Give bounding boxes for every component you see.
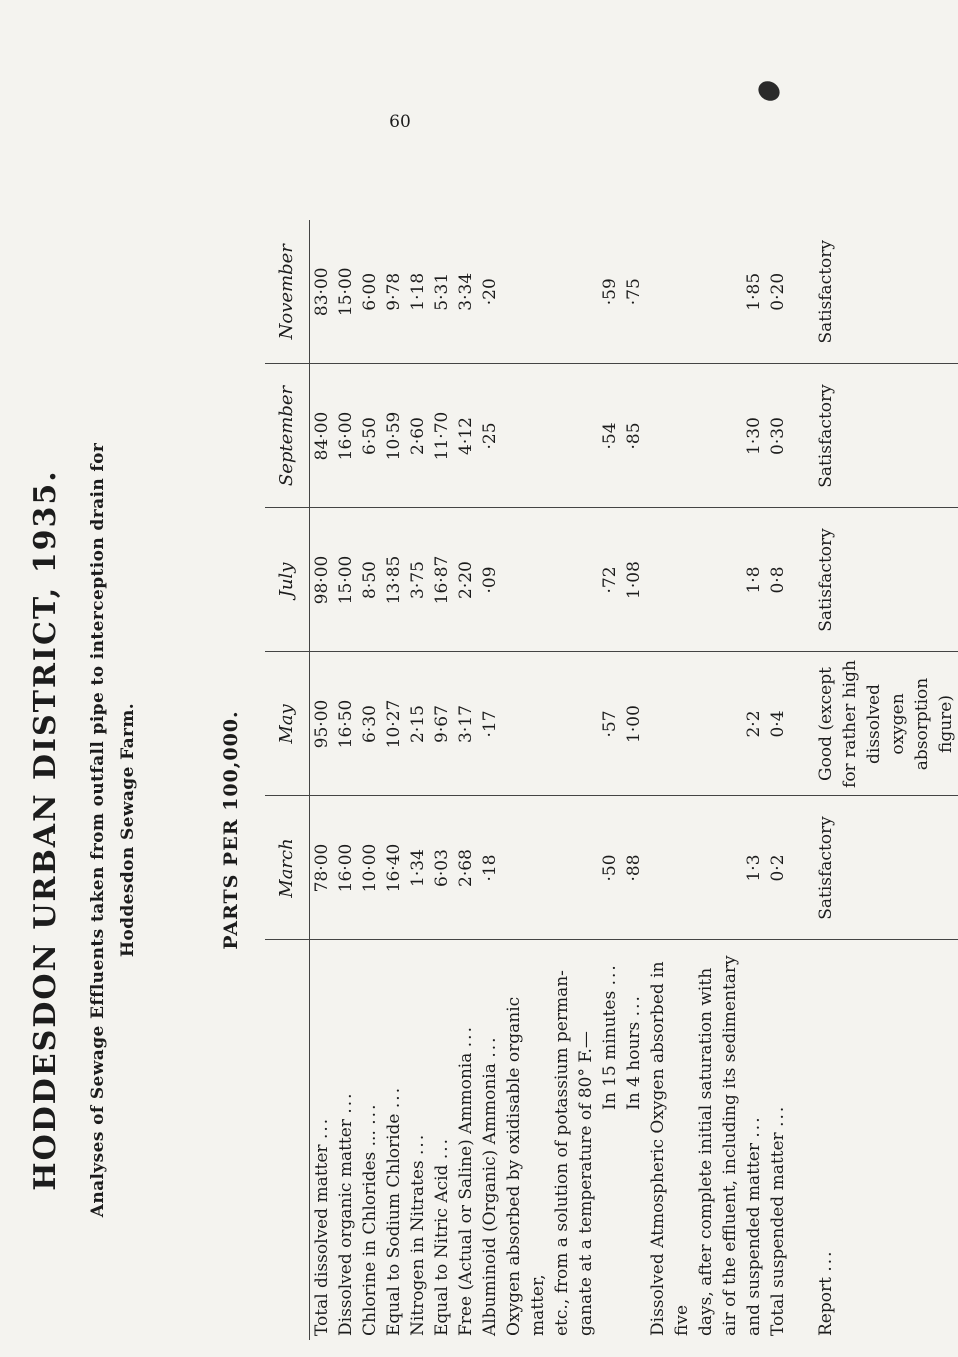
row-label bbox=[574, 940, 598, 1340]
row-label bbox=[382, 940, 406, 1340]
report-value-march: Satisfactory bbox=[814, 796, 958, 940]
table-row bbox=[598, 220, 622, 1340]
table-row bbox=[382, 220, 406, 1340]
value-may bbox=[694, 652, 718, 796]
value-may: 16·50 bbox=[334, 652, 358, 796]
leader-dots: ... bbox=[312, 1116, 332, 1140]
value-march: 6·03 bbox=[430, 796, 454, 940]
table-row bbox=[334, 220, 358, 1340]
value-september: 84·00 bbox=[310, 364, 335, 508]
value-march: 1·34 bbox=[406, 796, 430, 940]
value-march: 10·00 bbox=[358, 796, 382, 940]
row-label-text: Total suspended matter bbox=[768, 1132, 788, 1336]
value-september: 1·30 bbox=[742, 364, 766, 508]
row-label-text: ganate at a temperature of 80° F.— bbox=[576, 1031, 596, 1336]
value-march bbox=[574, 796, 598, 940]
leader-dots: ... bbox=[480, 1035, 500, 1058]
value-november: 6·00 bbox=[358, 220, 382, 364]
row-label-text: air of the effluent, including its sedimentary bbox=[720, 955, 740, 1336]
row-label-text: and suspended matter bbox=[744, 1143, 764, 1336]
leader-dots: ... bbox=[624, 994, 644, 1017]
document-subtitle-line-2: Hoddesdon Sewage Farm. bbox=[118, 702, 138, 958]
row-label bbox=[334, 940, 358, 1340]
leader-dots: ... bbox=[384, 1085, 404, 1109]
value-november bbox=[646, 220, 694, 364]
leader-dots: ... bbox=[360, 1102, 380, 1125]
report-label-text: Report bbox=[816, 1277, 836, 1336]
value-march bbox=[550, 796, 574, 940]
row-label bbox=[406, 940, 430, 1340]
value-march bbox=[646, 796, 694, 940]
value-may: 0·4 bbox=[766, 652, 790, 796]
value-july: 13·85 bbox=[382, 508, 406, 652]
month-header-march: March bbox=[265, 796, 310, 940]
value-july: 16·87 bbox=[430, 508, 454, 652]
spacer-row bbox=[790, 220, 814, 1340]
value-may bbox=[646, 652, 694, 796]
analysis-table bbox=[265, 220, 958, 1340]
row-label bbox=[766, 940, 790, 1340]
spacer-cell bbox=[790, 796, 814, 940]
row-label bbox=[718, 940, 742, 1340]
leader-dots: ... bbox=[456, 1025, 476, 1048]
value-november bbox=[694, 220, 718, 364]
row-label bbox=[478, 940, 502, 1340]
row-label bbox=[622, 940, 646, 1340]
value-july bbox=[718, 508, 742, 652]
leader-dots: ... bbox=[600, 963, 620, 986]
table-row bbox=[574, 220, 598, 1340]
month-header-september: September bbox=[265, 364, 310, 508]
value-november bbox=[718, 220, 742, 364]
leader-dots: ... bbox=[744, 1115, 764, 1138]
value-march: 16·00 bbox=[334, 796, 358, 940]
value-november: 15·00 bbox=[334, 220, 358, 364]
units-heading: PARTS PER 100,000. bbox=[220, 710, 242, 950]
value-september bbox=[574, 364, 598, 508]
value-november: 83·00 bbox=[310, 220, 335, 364]
table-row bbox=[766, 220, 790, 1340]
spacer-cell bbox=[790, 940, 814, 1340]
value-may: ·57 bbox=[598, 652, 622, 796]
report-value-may: Good (except for rather high dissolved oxygen absorption figure) bbox=[814, 652, 958, 796]
rotated-page-content bbox=[20, 20, 956, 1340]
table-row bbox=[694, 220, 718, 1340]
row-label-text: Nitrogen in Nitrates bbox=[408, 1160, 428, 1336]
row-label bbox=[742, 940, 766, 1340]
value-may: 95·00 bbox=[310, 652, 335, 796]
value-november: ·20 bbox=[478, 220, 502, 364]
spacer-cell bbox=[790, 652, 814, 796]
value-may: 2·15 bbox=[406, 652, 430, 796]
row-label-text: days, after complete initial saturation with bbox=[696, 967, 716, 1336]
value-march: ·50 bbox=[598, 796, 622, 940]
leader-dots: ... bbox=[432, 1136, 452, 1160]
row-label bbox=[358, 940, 382, 1340]
value-july: 98·00 bbox=[310, 508, 335, 652]
value-july bbox=[502, 508, 550, 652]
value-july bbox=[646, 508, 694, 652]
value-may: 9·67 bbox=[430, 652, 454, 796]
table-row bbox=[358, 220, 382, 1340]
table-header-row bbox=[265, 220, 310, 1340]
value-september bbox=[550, 364, 574, 508]
value-march: 0·2 bbox=[766, 796, 790, 940]
value-september: 10·59 bbox=[382, 364, 406, 508]
row-label-text: Total dissolved matter bbox=[312, 1144, 332, 1336]
header-label-cell bbox=[265, 940, 310, 1340]
value-july bbox=[550, 508, 574, 652]
value-november bbox=[550, 220, 574, 364]
report-row bbox=[814, 220, 958, 1340]
table-row bbox=[742, 220, 766, 1340]
value-may: 2·2 bbox=[742, 652, 766, 796]
document-title: HODDESDON URBAN DISTRICT, 1935. bbox=[28, 469, 63, 1191]
value-march: 16·40 bbox=[382, 796, 406, 940]
table-row bbox=[622, 220, 646, 1340]
value-may: ·17 bbox=[478, 652, 502, 796]
ink-blot bbox=[755, 77, 783, 104]
value-may: 6·30 bbox=[358, 652, 382, 796]
value-may bbox=[574, 652, 598, 796]
row-label-text: In 4 hours bbox=[624, 1021, 644, 1110]
row-label-text: Oxygen absorbed by oxidisable organic matter, bbox=[504, 996, 548, 1336]
row-label bbox=[598, 940, 622, 1340]
value-july: 8·50 bbox=[358, 508, 382, 652]
value-march: 78·00 bbox=[310, 796, 335, 940]
table-row bbox=[718, 220, 742, 1340]
value-september: 11·70 bbox=[430, 364, 454, 508]
table-row bbox=[406, 220, 430, 1340]
value-november: 3·34 bbox=[454, 220, 478, 364]
row-label bbox=[454, 940, 478, 1340]
value-march bbox=[502, 796, 550, 940]
table-row bbox=[646, 220, 694, 1340]
value-july bbox=[694, 508, 718, 652]
value-september: 16·00 bbox=[334, 364, 358, 508]
table-body bbox=[310, 220, 958, 1340]
value-may: 3·17 bbox=[454, 652, 478, 796]
page-number: 60 bbox=[389, 112, 411, 132]
row-label-text: Equal to Nitric Acid bbox=[432, 1164, 452, 1336]
month-header-july: July bbox=[265, 508, 310, 652]
value-november bbox=[502, 220, 550, 364]
row-label-text: Albuminoid (Organic) Ammonia bbox=[480, 1063, 500, 1336]
row-label bbox=[646, 940, 694, 1340]
value-september: 6·50 bbox=[358, 364, 382, 508]
leader-dots: ... bbox=[816, 1249, 836, 1272]
value-november: ·59 bbox=[598, 220, 622, 364]
row-label bbox=[430, 940, 454, 1340]
month-header-november: November bbox=[265, 220, 310, 364]
row-label-text: Dissolved organic matter bbox=[336, 1119, 356, 1336]
table-row bbox=[478, 220, 502, 1340]
row-label bbox=[694, 940, 718, 1340]
value-july: 1·8 bbox=[742, 508, 766, 652]
value-july: 2·20 bbox=[454, 508, 478, 652]
value-march bbox=[694, 796, 718, 940]
value-september: ·85 bbox=[622, 364, 646, 508]
value-september: 4·12 bbox=[454, 364, 478, 508]
value-july bbox=[574, 508, 598, 652]
value-july: ·72 bbox=[598, 508, 622, 652]
row-label bbox=[310, 940, 335, 1340]
value-september bbox=[502, 364, 550, 508]
value-july: 15·00 bbox=[334, 508, 358, 652]
value-may bbox=[550, 652, 574, 796]
value-september: 2·60 bbox=[406, 364, 430, 508]
report-value-november: Satisfactory bbox=[814, 220, 958, 364]
table-row bbox=[550, 220, 574, 1340]
table-row bbox=[502, 220, 550, 1340]
value-september bbox=[646, 364, 694, 508]
value-july: 3·75 bbox=[406, 508, 430, 652]
report-value-july: Satisfactory bbox=[814, 508, 958, 652]
spacer-cell bbox=[790, 508, 814, 652]
leader-dots: ... bbox=[336, 1091, 356, 1114]
row-label-text: Equal to Sodium Chloride bbox=[384, 1113, 404, 1336]
value-september: 0·30 bbox=[766, 364, 790, 508]
value-november: 5·31 bbox=[430, 220, 454, 364]
value-july: ·09 bbox=[478, 508, 502, 652]
value-march: ·88 bbox=[622, 796, 646, 940]
document-subtitle-line-1: Analyses of Sewage Effluents taken from outfall pipe to interception drain for bbox=[88, 442, 108, 1218]
value-may bbox=[718, 652, 742, 796]
row-label bbox=[502, 940, 550, 1340]
value-september: ·25 bbox=[478, 364, 502, 508]
value-september bbox=[718, 364, 742, 508]
value-november: 0·20 bbox=[766, 220, 790, 364]
value-march: 1·3 bbox=[742, 796, 766, 940]
value-november: 1·18 bbox=[406, 220, 430, 364]
row-label-text: Free (Actual or Saline) Ammonia bbox=[456, 1052, 476, 1336]
row-label-text: etc., from a solution of potassium perman- bbox=[552, 970, 572, 1336]
spacer-cell bbox=[790, 220, 814, 364]
table-row bbox=[430, 220, 454, 1340]
report-value-september: Satisfactory bbox=[814, 364, 958, 508]
value-march: ·18 bbox=[478, 796, 502, 940]
value-may: 10·27 bbox=[382, 652, 406, 796]
value-may: 1·00 bbox=[622, 652, 646, 796]
value-may bbox=[502, 652, 550, 796]
leader-dots: ... bbox=[408, 1132, 428, 1155]
value-july: 1·08 bbox=[622, 508, 646, 652]
value-november: ·75 bbox=[622, 220, 646, 364]
row-label-text: Chlorine in Chlorides ... bbox=[360, 1130, 380, 1336]
table-row bbox=[454, 220, 478, 1340]
value-november bbox=[574, 220, 598, 364]
row-label bbox=[550, 940, 574, 1340]
value-september bbox=[694, 364, 718, 508]
value-november: 1·85 bbox=[742, 220, 766, 364]
table-row bbox=[310, 220, 335, 1340]
value-july: 0·8 bbox=[766, 508, 790, 652]
value-march bbox=[718, 796, 742, 940]
row-label-text: Dissolved Atmospheric Oxygen absorbed in five bbox=[648, 961, 692, 1336]
spacer-cell bbox=[790, 364, 814, 508]
value-september: ·54 bbox=[598, 364, 622, 508]
month-header-may: May bbox=[265, 652, 310, 796]
leader-dots: ... bbox=[768, 1104, 788, 1127]
value-november: 9·78 bbox=[382, 220, 406, 364]
value-march: 2·68 bbox=[454, 796, 478, 940]
row-label-text: In 15 minutes bbox=[600, 990, 620, 1110]
report-label bbox=[814, 940, 958, 1340]
